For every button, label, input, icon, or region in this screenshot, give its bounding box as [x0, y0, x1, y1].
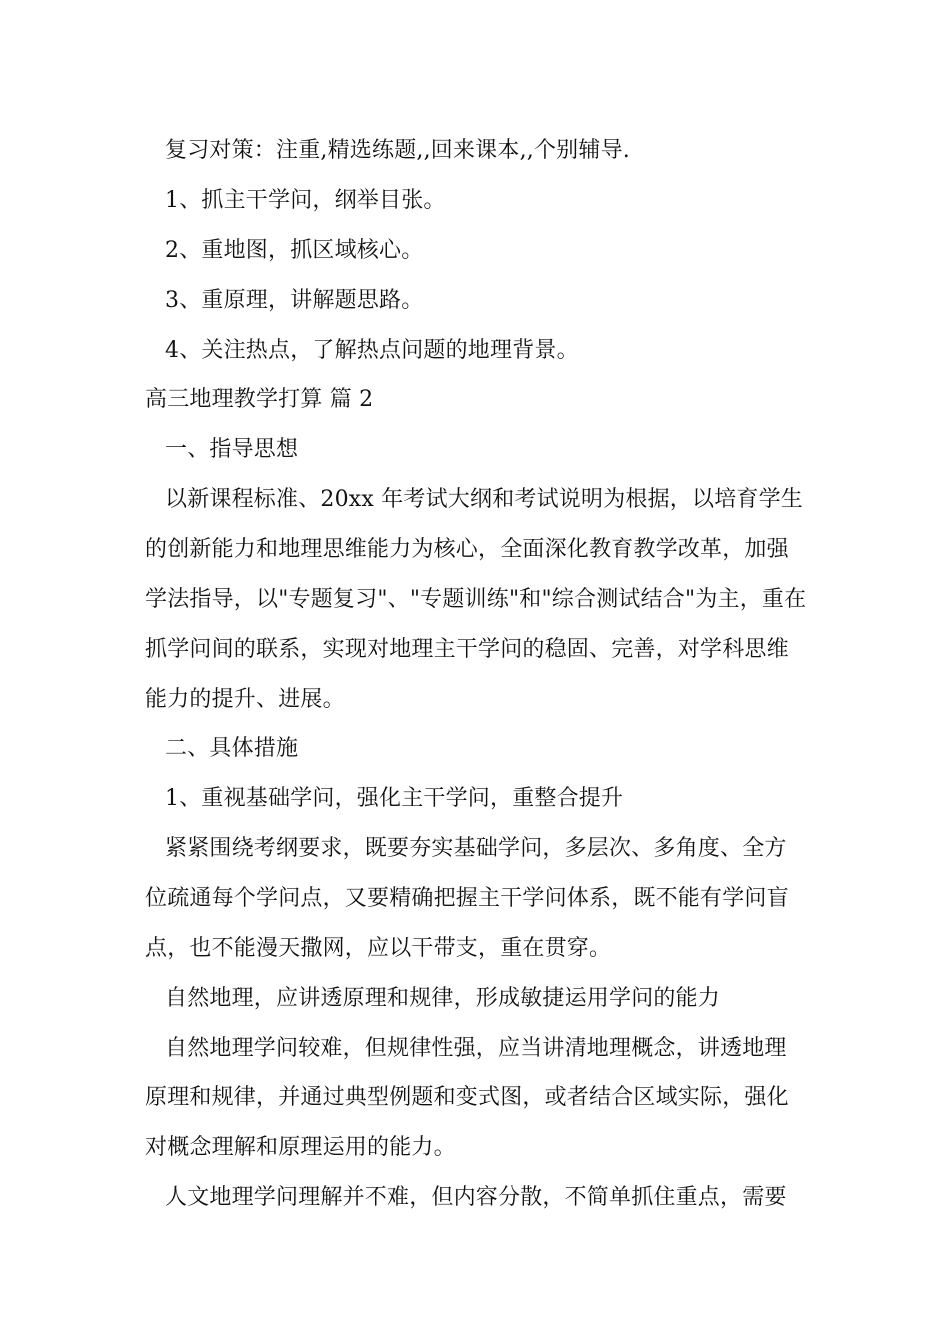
- list-item-3: 3、重原理，讲解题思路。: [165, 288, 424, 313]
- paragraph-line: 自然地理学问较难，但规律性强，应当讲清地理概念，讲透地理: [165, 1036, 787, 1061]
- subheading-guiding-idea: 一、指导思想: [165, 437, 299, 462]
- paragraph-line: 的创新能力和地理思维能力为核心，全面深化教育教学改革，加强: [145, 537, 789, 562]
- paragraph-line: 学法指导，以"专题复习"、"专题训练"和"综合测试结合"为主，重在: [145, 587, 807, 612]
- paragraph-line: 紧紧围绕考纲要求，既要夯实基础学问，多层次、多角度、全方: [165, 836, 787, 861]
- paragraph-line: 人文地理学问理解并不难，但内容分散，不简单抓住重点，需要: [165, 1185, 787, 1210]
- paragraph-line: 点，也不能漫天撒网，应以干带支，重在贯穿。: [145, 936, 612, 961]
- paragraph-line: 抓学问间的联系，实现对地理主干学问的稳固、完善，对学科思维: [145, 637, 789, 662]
- paragraph-line: 位疏通每个学问点，又要精确把握主干学问体系，既不能有学问盲: [145, 886, 789, 911]
- list-item-1: 1、抓主干学问，纲举目张。: [165, 188, 446, 213]
- paragraph-line: 能力的提升、进展。: [145, 687, 345, 712]
- paragraph-line: 对概念理解和原理运用的能力。: [145, 1135, 456, 1160]
- paragraph-line: 自然地理，应讲透原理和规律，形成敏捷运用学问的能力: [165, 986, 721, 1011]
- review-strategy-line: 复习对策：注重,精选练题,,回来课本,,个别辅导.: [165, 138, 630, 163]
- paragraph-line: 以新课程标准、20xx 年考试大纲和考试说明为根据，以培育学生: [165, 487, 804, 512]
- list-item-2: 2、重地图，抓区域核心。: [165, 238, 424, 263]
- measure-item-1: 1、重视基础学问，强化主干学问，重整合提升: [165, 786, 624, 811]
- list-item-4: 4、关注热点，了解热点问题的地理背景。: [165, 338, 579, 363]
- subheading-measures: 二、具体措施: [165, 736, 299, 761]
- section-heading: 高三地理教学打算 篇 2: [145, 387, 374, 412]
- paragraph-line: 原理和规律，并通过典型例题和变式图，或者结合区域实际，强化: [145, 1085, 789, 1110]
